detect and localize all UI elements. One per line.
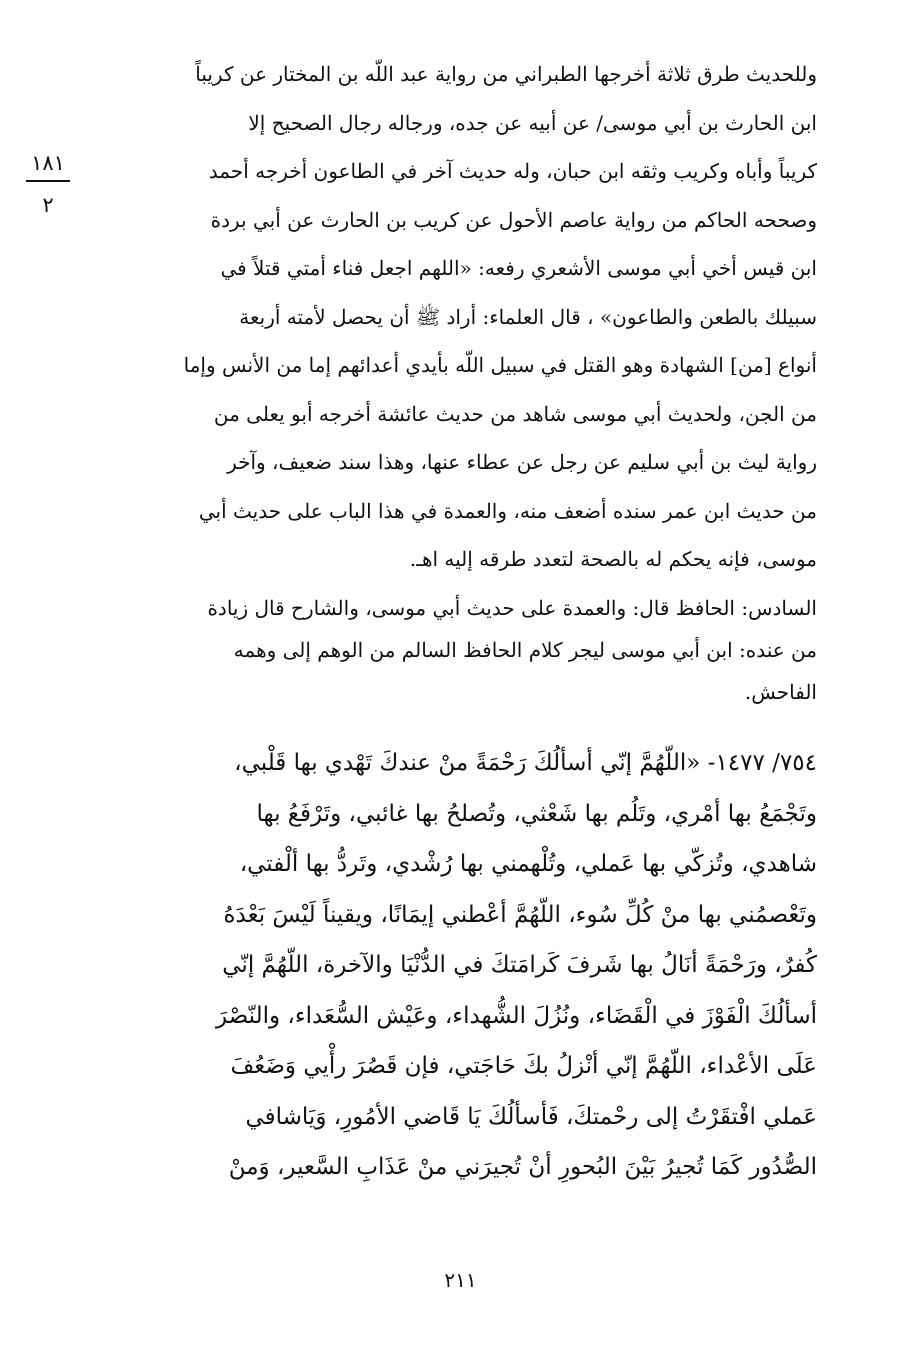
hadith-line: كُفرٌ، ورَحْمَةً أنَالُ بها شَرفَ كَرامَتكَ في الدُّنْيَا والآخرة، اللّهُمَّ إنّي — [222, 952, 817, 978]
text-line: ابن الحارث بن أبي موسى/ عن أبيه عن جده، ورجاله رجال الصحيح إلا — [248, 110, 817, 135]
margin-page-reference — [18, 148, 78, 220]
hadith-line: وتَعْصمُني بها منْ كُلِّ سُوء، اللّهُمَّ أعْطني إيمَانًا، ويقيناً لَيْسَ بَعْدَهُ — [223, 901, 817, 928]
text-line: رواية ليث بن أبي سليم عن رجل عن عطاء عنها، وهذا سند ضعيف، وآخر — [227, 450, 817, 474]
hadith-line: شاهدي، وتُزكّي بها عَملي، وتُلْهمني بها رُشْدي، وتَردُّ بها ألْفتي، — [239, 851, 817, 877]
margin-reference-bottom: ٢ — [42, 193, 54, 217]
commentary-paragraph — [105, 50, 817, 584]
hadith-line: الصُّدُور كَمَا تُجيرُ بَيْنَ البُحورِ أنْ تُجيرَني منْ عَذَابِ السَّعير، وَمنْ — [228, 1154, 817, 1180]
text-line: من عنده: ابن أبي موسى ليجر كلام الحافظ السالم من الوهم إلى وهمه — [233, 638, 817, 662]
text-line: وللحديث طرق ثلاثة أخرجها الطبراني من رواية عبد اللّه بن المختار عن كريباً — [195, 62, 817, 86]
text-line: سبيلك بالطعن والطاعون» ، قال العلماء: أراد ﷺ أن يحصل لأمته أربعة — [239, 304, 817, 329]
text-line: من حديث ابن عمر سنده أضعف منه، والعمدة في هذا الباب على حديث أبي — [198, 498, 817, 523]
text-line: من الجن، ولحديث أبي موسى شاهد من حديث عائشة أخرجه أبو يعلى من — [213, 401, 817, 426]
text-line: موسى، فإنه يحكم له بالصحة لتعدد طرقه إليه اهـ. — [409, 547, 817, 571]
margin-reference-rule — [26, 180, 70, 182]
hadith-line: عَلَى الأعْداء، اللّهُمَّ إنّي أنْزلُ بكَ حَاجَتي، فإن قَصُرَ رأْيي وَضَعُفَ — [230, 1053, 817, 1079]
hadith-text — [105, 738, 817, 1193]
text-line: الفاحش. — [744, 680, 817, 704]
text-line: وصححه الحاكم من رواية عاصم الأحول عن كريب بن الحارث عن أبي بردة — [210, 207, 817, 232]
sixth-point-paragraph — [105, 587, 817, 713]
hadith-line: ٧٥٤/ ١٤٧٧- «اللّهُمَّ إنّي أسألُكَ رَحْمَةً منْ عندكَ تَهْدي بها قَلْبي، — [234, 750, 817, 776]
margin-reference-top: ١٨١ — [31, 151, 65, 175]
hadith-line: أسألُكَ الْفَوْزَ في الْقَضَاء، ونُزُلَ الشُّهداء، وعَيْش السُّعَداء، والنّصْرَ — [216, 1002, 817, 1029]
text-line: أنواع [من] الشهادة وهو القتل في سبيل اللّه بأيدي أعدائهم إما من الأنس وإما — [183, 353, 817, 377]
hadith-line: وتَجْمَعُ بها أمْري، وتَلُم بها شَعْثي، وتُصلحُ بها غائبي، وتَرْفَعُ بها — [256, 800, 817, 827]
hadith-line: عَملي افْتقَرْتُ إلى رحْمتكَ، فَأسألُكَ يَا قَاضي الأمُورِ، وَيَاشافي — [245, 1103, 817, 1130]
text-line: السادس: الحافظ قال: والعمدة على حديث أبي موسى، والشارح قال زيادة — [207, 596, 817, 620]
text-line: ابن قيس أخي أبي موسى الأشعري رفعه: «اللهم اجعل فناء أمتي قتلاً في — [220, 256, 817, 280]
text-line: كريباً وأباه وكريب وثقه ابن حبان، وله حديث آخر في الطاعون أخرجه أحمد — [208, 159, 817, 183]
page-number: ٢١١ — [444, 1268, 477, 1292]
